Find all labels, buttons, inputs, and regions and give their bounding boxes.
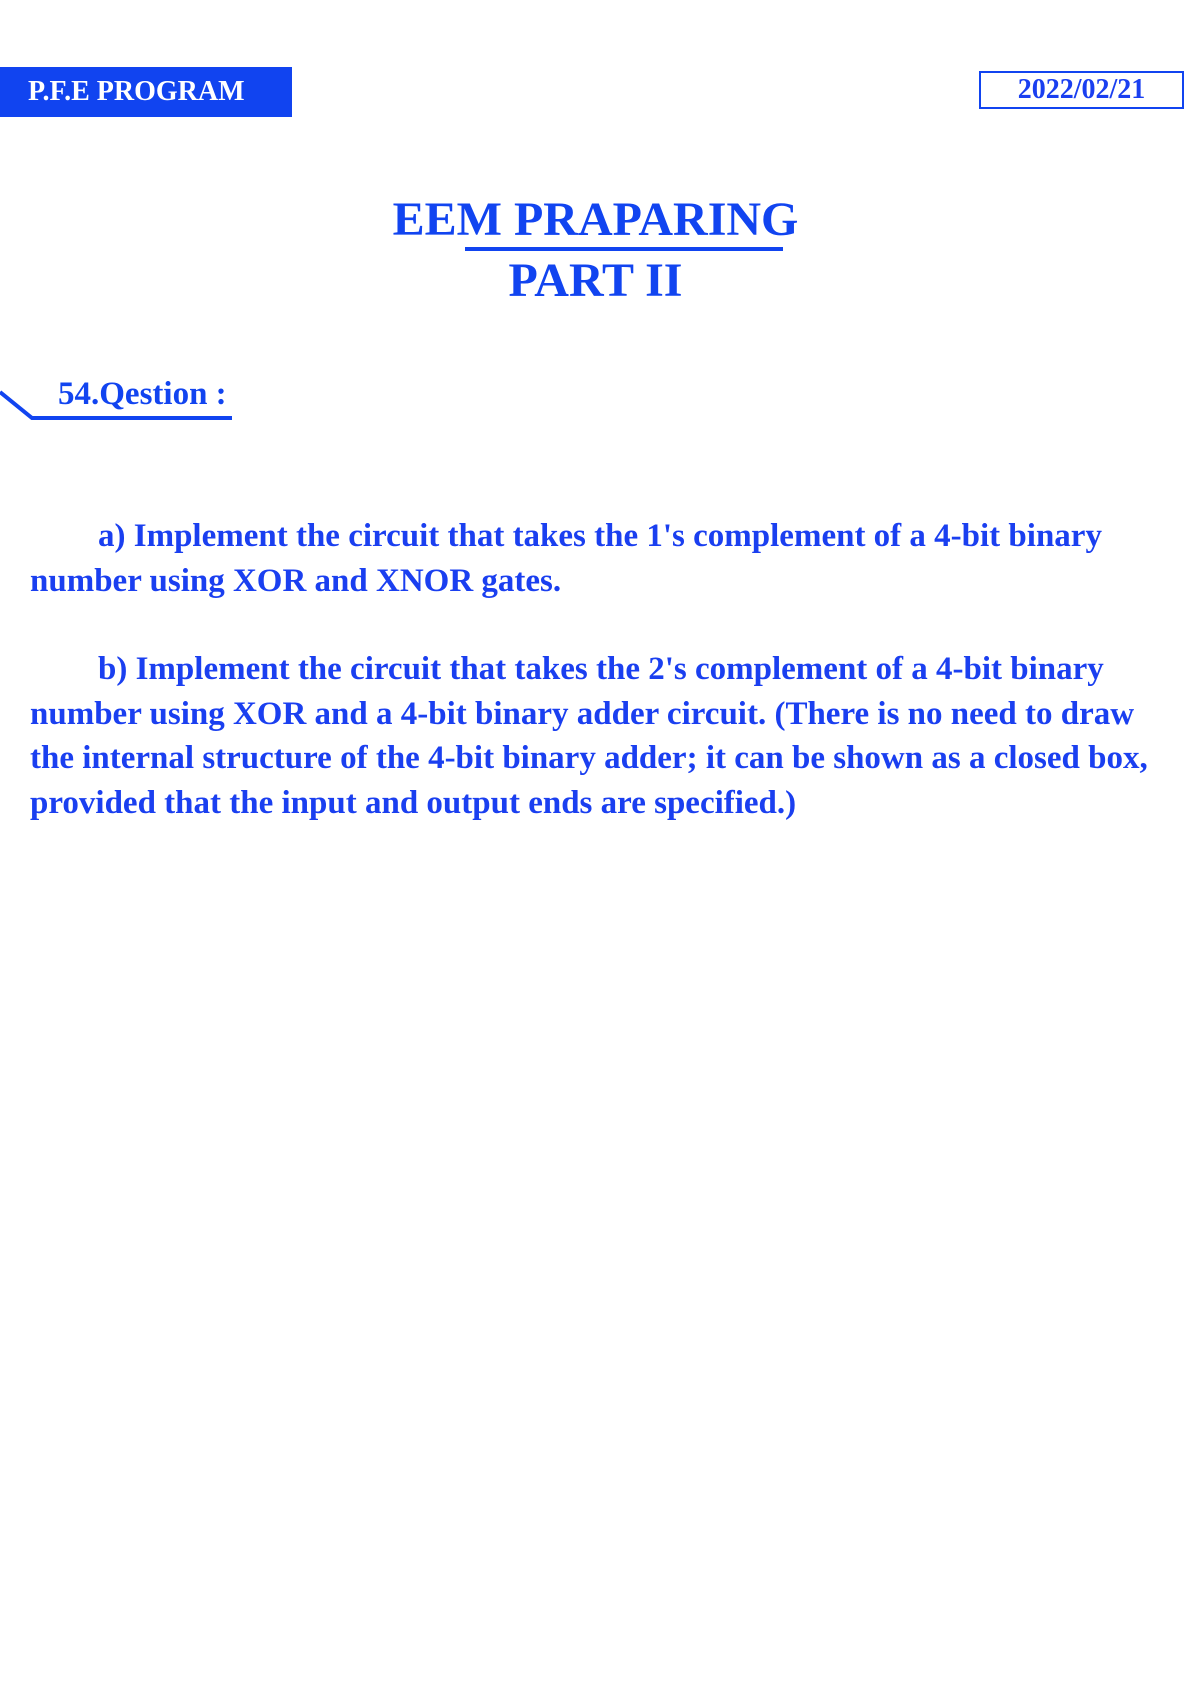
page-subtitle: PART II: [508, 254, 683, 307]
program-badge: [0, 67, 292, 117]
title-underline: [465, 247, 783, 251]
date-text: 2022/02/21: [1017, 74, 1146, 105]
date-box: [979, 71, 1184, 109]
program-label: P.F.E PROGRAM: [28, 76, 245, 107]
question-part-b: b) Implement the circuit that takes the 2's complement of a 4-bit binary number using XOR and a 4-bit binary adder circuit. (There is no need to draw the internal structure of the 4-bit binary adder; it can be shown as a closed box, provided that the input and output ends are specified.): [30, 651, 1148, 821]
page-title: EEM PRAPARING: [392, 193, 799, 246]
question-number: 54.Qestion :: [58, 376, 227, 412]
question-part-a: a) Implement the circuit that takes the 1's complement of a 4-bit binary number using XOR and XNOR gates.: [30, 518, 1102, 599]
